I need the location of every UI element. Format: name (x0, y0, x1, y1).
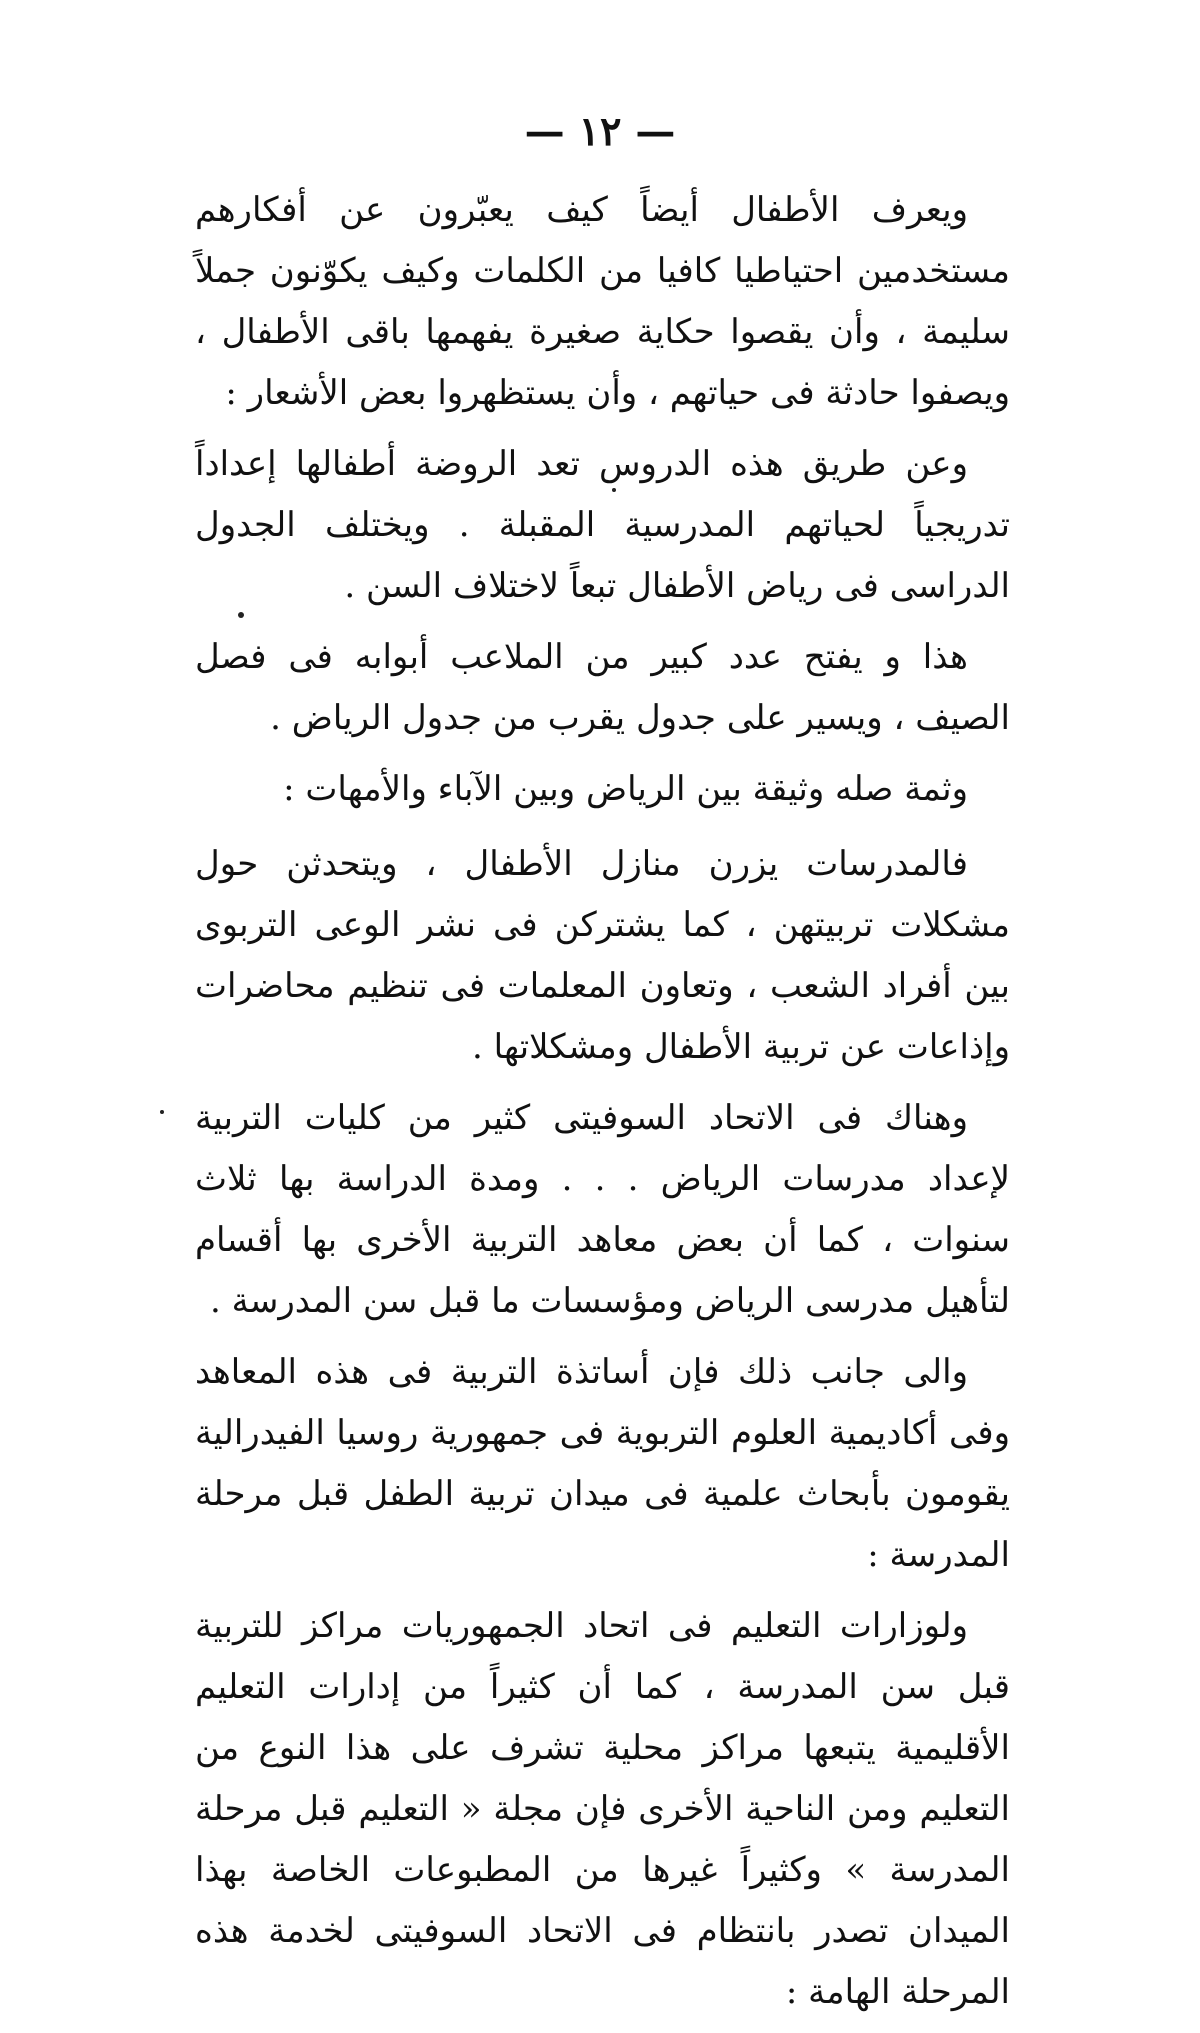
paragraph-gradual-preparation: وعن طريق هذه الدروس تعد الروضة أطفالها إعداداً تدريجياً لحياتهم المدرسية المقبلة . ويختلف الجدول الدراسى فى رياض الأطفال تبعاً لاختلاف السن . (195, 444, 1010, 606)
ink-speck (612, 488, 616, 492)
page-number: — ١٢ — (524, 108, 676, 155)
paragraph-research: والى جانب ذلك فإن أساتذة التربية فى هذه المعاهد وفى أكاديمية العلوم التربوية فى جمهورية روسيا الفيدرالية يقومون بأبحاث علمية فى ميدان تربية الطفل قبل مرحلة المدرسة : (195, 1352, 1010, 1575)
body-text (195, 180, 1010, 2033)
paragraph-teachers-visits: فالمدرسات يزرن منازل الأطفال ، ويتحدثن حول مشكلات تربيتهن ، كما يشتركن فى نشر الوعى التربوى بين أفراد الشعب ، وتعاون المعلمات فى تنظيم محاضرات وإذاعات عن تربية الأطفال ومشكلاتها . (195, 844, 1010, 1067)
paragraph-summer-playgrounds: هذا و يفتح عدد كبير من الملاعب أبوابه فى فصل الصيف ، ويسير على جدول يقرب من جدول الرياض . (195, 637, 1010, 738)
ink-speck (160, 1110, 164, 1114)
paragraph-parents-link: وثمة صله وثيقة بين الرياض وبين الآباء والأمهات : (283, 769, 968, 809)
paragraph-children-expression: ويعرف الأطفال أيضاً كيف يعبّرون عن أفكارهم مستخدمين احتياطيا كافيا من الكلمات وكيف يكوّنون جملاً سليمة ، وأن يقصوا حكاية صغيرة يفهمها باقى الأطفال ، ويصفوا حادثة فى حياتهم ، وأن يستظهروا بعض الأشعار : (195, 190, 1010, 413)
paragraph-teacher-colleges: وهناك فى الاتحاد السوفيتى كثير من كليات التربية لإعداد مدرسات الرياض . . . ومدة الدراسة بها ثلاث سنوات ، كما أن بعض معاهد التربية الأخرى بها أقسام لتأهيل مدرسى الرياض ومؤسسات ما قبل سن المدرسة . (195, 1098, 1010, 1321)
paragraph-ministries: ولوزارات التعليم فى اتحاد الجمهوريات مراكز للتربية قبل سن المدرسة ، كما أن كثيراً من إدارات التعليم الأقليمية يتبعها مراكز محلية تشرف على هذا النوع من التعليم ومن الناحية الأخرى فإن مجلة « التعليم قبل مرحلة المدرسة » وكثيراً غيرها من المطبوعات الخاصة بهذا الميدان تصدر بانتظام فى الاتحاد السوفيتى لخدمة هذه المرحلة الهامة : (195, 1606, 1010, 2012)
ink-speck (238, 612, 244, 618)
